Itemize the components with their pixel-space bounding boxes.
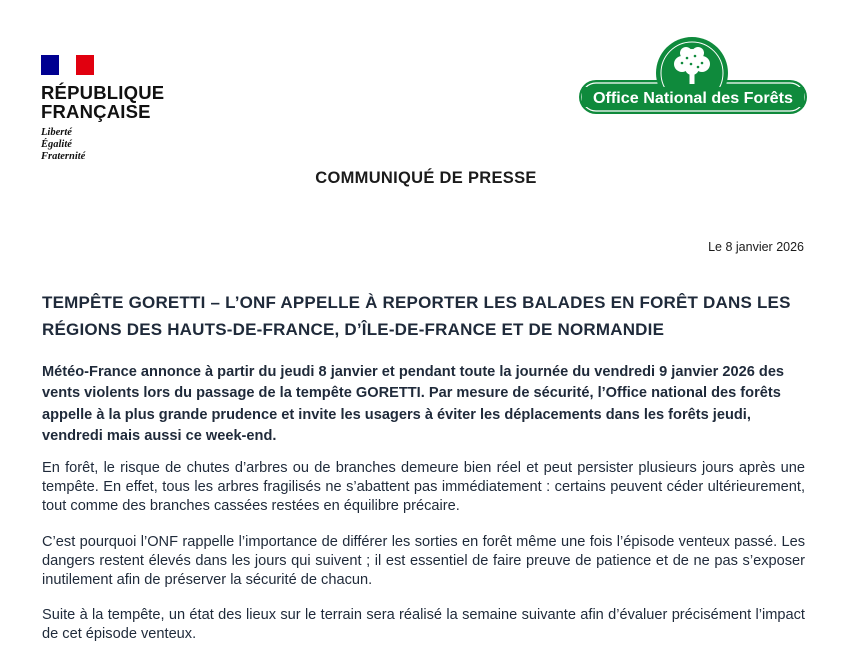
republique-francaise-logo <box>41 55 164 163</box>
republic-name <box>41 83 164 121</box>
republic-name-line1: RÉPUBLIQUE <box>41 82 165 103</box>
republic-motto <box>41 127 164 163</box>
body-paragraph-3: Suite à la tempête, un état des lieux sur le terrain sera réalisé la semaine suivante afin d’évaluer précisément l’impact de cet épisode venteux. <box>42 607 805 642</box>
headline: TEMPÊTE GORETTI – L’ONF APPELLE À REPORTER LES BALADES EN FORÊT DANS LES RÉGIONS DES HAUTS-DE-FRANCE, D’ÎLE-DE-FRANCE ET DE NORMANDIE <box>42 293 791 339</box>
motto-fraternite: Fraternité <box>41 151 86 162</box>
motto-egalite: Égalité <box>41 139 72 150</box>
republic-name-line2: FRANÇAISE <box>41 101 151 122</box>
onf-logo <box>578 36 808 126</box>
motto-liberte: Liberté <box>41 127 72 138</box>
body-paragraph-2: C’est pourquoi l’ONF rappelle l’importance de différer les sorties en forêt même une fois l’épisode venteux passé. Les dangers restent élevés dans les jours qui suivent ; il est essentiel de faire preuve de patience et de ne pas s’exposer inutilement afin de préserver la sécurité de chacun. <box>42 534 805 588</box>
french-flag-icon <box>41 55 94 75</box>
onf-logo-text: Office National des Forêts <box>593 90 793 107</box>
release-date: Le 8 janvier 2026 <box>708 240 804 254</box>
press-release-title: COMMUNIQUÉ DE PRESSE <box>315 169 537 187</box>
body-paragraph-1: En forêt, le risque de chutes d’arbres ou de branches demeure bien réel et peut persister plusieurs jours après une tempête. En effet, tous les arbres fragilisés ne s’abattent pas immédiatement : certains peuvent céder ultérieurement, tout comme des branches cassées restées en équilibre précaire. <box>42 460 805 514</box>
lead-paragraph: Météo-France annonce à partir du jeudi 8 janvier et pendant toute la journée du vendredi 9 janvier 2026 des vents violents lors du passage de la tempête GORETTI. Par mesure de sécurité, l’Office national des forêts appelle à la plus grande prudence et invite les usagers à éviter les déplacements dans les forêts jeudi, vendredi mais aussi ce week-end. <box>42 364 785 444</box>
